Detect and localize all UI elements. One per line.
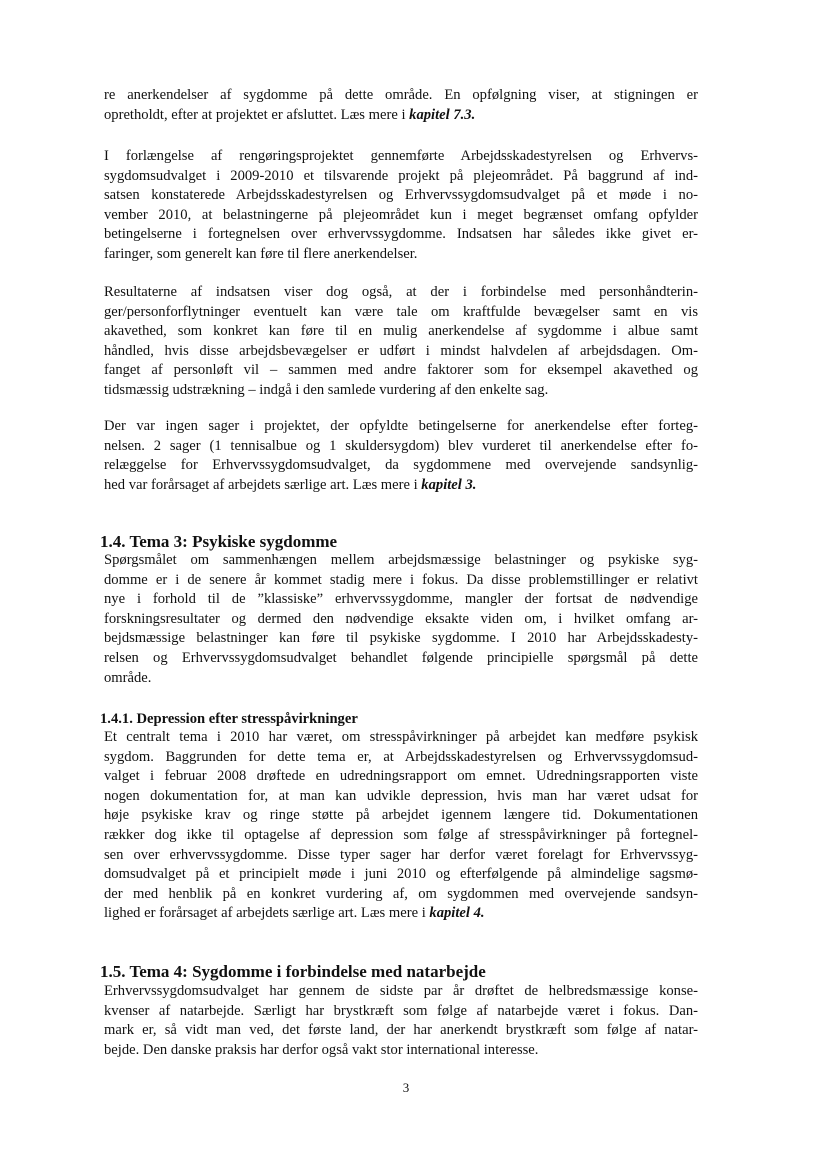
text-line: der med henblik på en konkret vurdering af, om sygdommen med overvejende sandsyn- <box>104 885 698 902</box>
heading-tema-4: 1.5. Tema 4: Sygdomme i forbindelse med natarbejde <box>100 962 486 981</box>
page-number: 3 <box>402 1080 410 1095</box>
text-line: sen over erhvervssygdomme. Disse typer sager har derfor været forelagt for Erhvervssyg- <box>104 846 698 863</box>
paragraph-depression <box>104 728 698 924</box>
text-line: nogen dokumentation for, at man kan udvikle depression, hvis man har været udsat for <box>104 787 698 804</box>
text-line: høje psykiske krav og ringe støtte på arbejdet igennem længere tid. Dokumentationen <box>104 807 698 824</box>
text-line: nye i forhold til de ”klassiske” erhvervssygdomme, mangler der fortsat de nødvendige <box>104 591 698 608</box>
text-line: sygdomsudvalget i 2009-2010 et tilsvarende projekt på plejeområdet. På baggrund af ind- <box>104 167 698 184</box>
chapter-reference: kapitel 3. <box>421 476 477 493</box>
text-line: ger/personforflytninger eventuelt kan være tale om kraftfulde bevægelser samt en vis <box>104 303 698 320</box>
text-line: Resultaterne af indsatsen viser dog også, at der i forbindelse med personhåndterin- <box>104 284 698 300</box>
text-line: område. <box>104 669 152 686</box>
paragraph-care-project <box>104 147 698 265</box>
text-line: relsen og Erhvervssygdomsudvalget behandlet følgende principielle spørgsmål på dette <box>104 649 698 666</box>
text-line: vember 2010, at belastningerne på plejeområdet kun i meget begrænset omfang opfylder <box>104 206 698 223</box>
text-line: relæggelse for Erhvervssygdomsudvalget, da sygdommene med overvejende sandsynlig- <box>104 457 698 474</box>
paragraph-followup <box>104 86 698 125</box>
text-line: tidsmæssig udstrækning – indgå i den samlede vurdering af den enkelte sag. <box>104 381 549 398</box>
text-line: nelsen. 2 sager (1 tennisalbue og 1 skuldersygdom) blev vurderet til anerkendelse efter fo- <box>104 437 698 454</box>
text-line: valget i februar 2008 drøftede en udredningsrapport om emnet. Udredningsrapporten viste <box>104 768 698 785</box>
paragraph-results <box>104 283 698 401</box>
chapter-reference: kapitel 4. <box>429 905 485 922</box>
text-line: domsudvalget på et principielt møde i juni 2010 og efterfølgende på almindelige sagsmø- <box>104 866 698 883</box>
paragraph-night-work <box>104 982 698 1060</box>
text-line: håndled, hvis disse arbejdsbevægelser er udført i mindst halvdelen af arbejdsdagen. Om- <box>104 342 698 359</box>
text-line: opretholdt, efter at projektet er afsluttet. Læs mere i kapitel 7.3. <box>104 106 476 123</box>
heading-tema-3: 1.4. Tema 3: Psykiske sygdomme <box>100 532 338 551</box>
text-line: domme er i de senere år kommet stadig mere i fokus. Da disse problemstillinger er relativt <box>104 571 698 588</box>
text-line: faringer, som generelt kan føre til flere anerkendelser. <box>104 245 418 262</box>
text-line: kvenser af natarbejde. Særligt har brystkræft som følge af natarbejde været i fokus. Dan- <box>104 1002 698 1019</box>
text-line: bejde. Den danske praksis har derfor også vakt stor international interesse. <box>104 1041 539 1058</box>
text-line: betingelserne i fortegnelsen over erhvervssygdomme. Indsatsen har således ikke givet er- <box>104 226 698 243</box>
text-line: I forlængelse af rengøringsprojektet gennemførte Arbejdsskadestyrelsen og Erhvervs- <box>104 148 698 164</box>
heading-depression: 1.4.1. Depression efter stresspåvirkninger <box>100 711 358 727</box>
text-line: akavethed, som konkret kan føre til en mulig anerkendelse af sygdomme i albue samt <box>104 323 698 340</box>
text-line: Spørgsmålet om sammenhængen mellem arbejdsmæssige belastninger og psykiske syg- <box>104 552 698 568</box>
paragraph-psychiatric <box>104 551 698 688</box>
text-line: Erhvervssygdomsudvalget har gennem de sidste par år drøftet de helbredsmæssige konse- <box>104 983 698 999</box>
text-line: mark er, så vidt man ved, det første land, der har anerkendt brystkræft som følge af natar- <box>104 1022 698 1039</box>
text-line: forskningsresultater og dermed den nødvendige eksakte viden om, i hvilket omfang ar- <box>104 610 698 627</box>
chapter-reference: kapitel 7.3. <box>409 106 476 123</box>
text-line: fanget af personløft vil – sammen med andre faktorer som for eksempel akavethed og <box>104 362 698 379</box>
text-line: hed var forårsaget af arbejdets særlige art. Læs mere i kapitel 3. <box>104 476 477 493</box>
text-line: Der var ingen sager i projektet, der opfyldte betingelserne for anerkendelse efter forteg- <box>104 418 698 434</box>
text-line: bejdsmæssige belastninger kan føre til psykiske sygdomme. I 2010 har Arbejdsskadesty- <box>104 630 698 647</box>
paragraph-cases <box>104 417 698 495</box>
text-line: lighed er forårsaget af arbejdets særlige art. Læs mere i kapitel 4. <box>104 905 485 922</box>
text-line: satsen konstaterede Arbejdsskadestyrelsen og Erhvervssygdomsudvalget på et møde i no- <box>104 187 698 204</box>
text-line: Et centralt tema i 2010 har været, om stresspåvirkninger på arbejdet kan medføre psykisk <box>104 729 698 745</box>
text-line: re anerkendelser af sygdomme på dette område. En opfølgning viser, at stigningen er <box>104 87 698 103</box>
text-line: rækker dog ikke til optagelse af depression som følge af stresspåvirkninger på fortegnel- <box>104 826 698 843</box>
text-line: sygdom. Baggrunden for dette tema er, at Arbejdsskadestyrelsen og Erhvervssygdomsud- <box>104 748 698 765</box>
